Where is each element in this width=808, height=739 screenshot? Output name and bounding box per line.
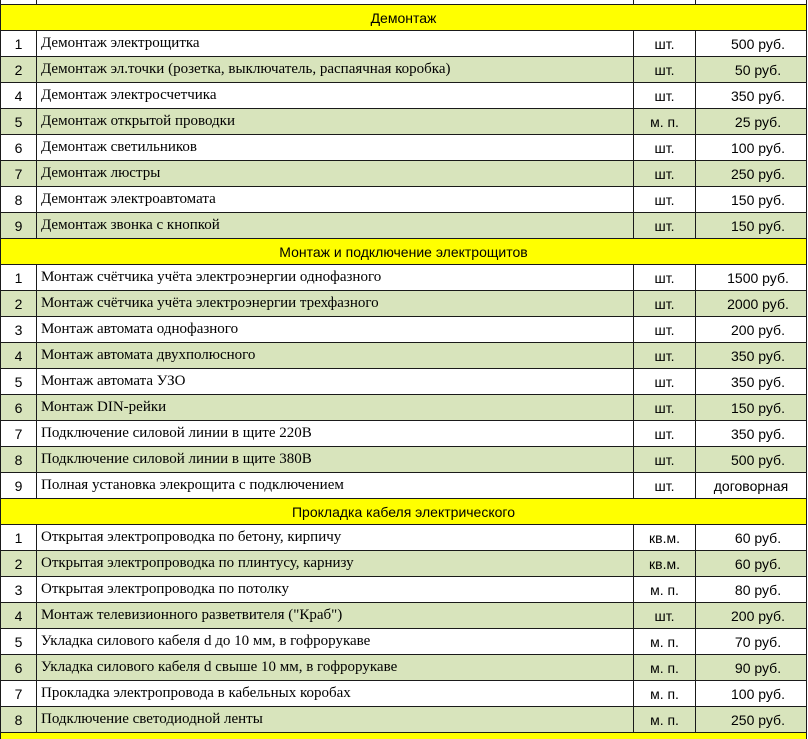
service-description-cell[interactable]: Подключение силовой линии в щите 380В — [37, 447, 634, 473]
row-number-cell[interactable]: 7 — [1, 421, 37, 447]
table-row — [1, 187, 807, 213]
unit-cell[interactable]: шт. — [634, 57, 696, 83]
row-number-cell[interactable]: 1 — [1, 31, 37, 57]
table-row — [1, 707, 807, 733]
price-cell[interactable]: 500 руб. — [696, 447, 807, 473]
row-number-cell[interactable]: 9 — [1, 213, 37, 239]
row-number-cell[interactable]: 6 — [1, 395, 37, 421]
price-cell[interactable]: 150 руб. — [696, 213, 807, 239]
unit-cell[interactable]: шт. — [634, 317, 696, 343]
row-number-cell[interactable]: 4 — [1, 603, 37, 629]
row-number-cell[interactable]: 9 — [1, 473, 37, 499]
row-number-cell[interactable]: 6 — [1, 135, 37, 161]
price-cell[interactable]: 350 руб. — [696, 83, 807, 109]
service-description-cell[interactable]: Демонтаж эл.точки (розетка, выключатель, распаячная коробка) — [37, 57, 634, 83]
next-section-row-partial — [1, 733, 807, 739]
table-row — [1, 525, 807, 551]
unit-cell[interactable]: шт. — [634, 161, 696, 187]
table-row — [1, 343, 807, 369]
table-row — [1, 551, 807, 577]
row-number-cell[interactable]: 5 — [1, 109, 37, 135]
service-description-cell[interactable]: Монтаж DIN-рейки — [37, 395, 634, 421]
row-number-cell[interactable]: 5 — [1, 369, 37, 395]
price-cell[interactable]: 150 руб. — [696, 395, 807, 421]
service-description-cell[interactable]: Демонтаж электрощитка — [37, 31, 634, 57]
service-description-cell[interactable]: Демонтаж люстры — [37, 161, 634, 187]
section-header-row — [1, 5, 807, 31]
section-title[interactable]: Демонтаж — [1, 5, 807, 31]
service-description-cell[interactable]: Укладка силового кабеля d свыше 10 мм, в гофрорукаве — [37, 655, 634, 681]
price-cell[interactable]: договорная — [696, 473, 807, 499]
price-cell[interactable]: 500 руб. — [696, 31, 807, 57]
row-number-cell[interactable]: 1 — [1, 265, 37, 291]
unit-cell[interactable]: шт. — [634, 395, 696, 421]
table-row — [1, 317, 807, 343]
row-number-cell[interactable]: 7 — [1, 681, 37, 707]
row-number-cell[interactable]: 7 — [1, 161, 37, 187]
unit-cell[interactable]: кв.м. — [634, 551, 696, 577]
price-cell[interactable]: 250 руб. — [696, 161, 807, 187]
unit-cell[interactable]: шт. — [634, 135, 696, 161]
service-description-cell[interactable]: Монтаж счётчика учёта электроэнергии однофазного — [37, 265, 634, 291]
unit-cell[interactable]: шт. — [634, 187, 696, 213]
unit-cell[interactable]: м. п. — [634, 629, 696, 655]
service-description-cell[interactable]: Укладка силового кабеля d до 10 мм, в гофрорукаве — [37, 629, 634, 655]
unit-cell[interactable]: шт. — [634, 473, 696, 499]
service-description-cell[interactable]: Монтаж автомата однофазного — [37, 317, 634, 343]
service-description-cell[interactable]: Демонтаж звонка с кнопкой — [37, 213, 634, 239]
unit-cell[interactable]: м. п. — [634, 577, 696, 603]
price-cell[interactable]: 350 руб. — [696, 343, 807, 369]
row-number-cell[interactable]: 2 — [1, 551, 37, 577]
price-cell[interactable]: 200 руб. — [696, 603, 807, 629]
table-row — [1, 395, 807, 421]
price-cell[interactable]: 250 руб. — [696, 707, 807, 733]
service-description-cell[interactable]: Подключение силовой линии в щите 220В — [37, 421, 634, 447]
row-number-cell[interactable]: 5 — [1, 629, 37, 655]
price-table-body — [1, 0, 807, 739]
row-number-cell[interactable]: 6 — [1, 655, 37, 681]
price-cell[interactable]: 350 руб. — [696, 421, 807, 447]
table-row — [1, 447, 807, 473]
service-description-cell[interactable]: Монтаж телевизионного разветвителя ("Краб") — [37, 603, 634, 629]
price-cell[interactable]: 60 руб. — [696, 551, 807, 577]
table-row — [1, 109, 807, 135]
unit-cell[interactable]: шт. — [634, 291, 696, 317]
table-row — [1, 369, 807, 395]
unit-cell[interactable]: шт. — [634, 603, 696, 629]
unit-cell[interactable]: шт. — [634, 447, 696, 473]
price-cell[interactable]: 2000 руб. — [696, 291, 807, 317]
price-cell[interactable]: 25 руб. — [696, 109, 807, 135]
service-description-cell[interactable]: Демонтаж электроавтомата — [37, 187, 634, 213]
service-description-cell[interactable]: Открытая электропроводка по бетону, кирпичу — [37, 525, 634, 551]
table-row — [1, 577, 807, 603]
unit-cell[interactable]: шт. — [634, 343, 696, 369]
table-row — [1, 57, 807, 83]
unit-cell[interactable]: м. п. — [634, 681, 696, 707]
price-cell[interactable]: 90 руб. — [696, 655, 807, 681]
table-row — [1, 655, 807, 681]
table-row — [1, 161, 807, 187]
price-cell[interactable]: 50 руб. — [696, 57, 807, 83]
service-description-cell[interactable]: Демонтаж электросчетчика — [37, 83, 634, 109]
unit-cell[interactable]: кв.м. — [634, 525, 696, 551]
section-header-row — [1, 499, 807, 525]
unit-cell[interactable]: шт. — [634, 83, 696, 109]
table-row — [1, 681, 807, 707]
service-description-cell[interactable]: Демонтаж открытой проводки — [37, 109, 634, 135]
service-description-cell[interactable]: Монтаж счётчика учёта электроэнергии трехфазного — [37, 291, 634, 317]
service-description-cell[interactable]: Открытая электропроводка по плинтусу, карнизу — [37, 551, 634, 577]
table-row — [1, 629, 807, 655]
section-title[interactable]: Прокладка кабеля электрического — [1, 499, 807, 525]
price-cell[interactable]: 200 руб. — [696, 317, 807, 343]
row-number-cell[interactable]: 8 — [1, 447, 37, 473]
price-cell[interactable]: 350 руб. — [696, 369, 807, 395]
table-row — [1, 421, 807, 447]
row-number-cell[interactable]: 2 — [1, 57, 37, 83]
table-row — [1, 473, 807, 499]
table-row — [1, 31, 807, 57]
row-number-cell[interactable]: 4 — [1, 83, 37, 109]
service-description-cell[interactable]: Подключение светодиодной ленты — [37, 707, 634, 733]
service-description-cell[interactable]: Полная установка элекрощита с подключением — [37, 473, 634, 499]
price-cell[interactable]: 100 руб. — [696, 135, 807, 161]
price-cell[interactable]: 100 руб. — [696, 681, 807, 707]
unit-cell[interactable]: шт. — [634, 31, 696, 57]
unit-cell[interactable]: шт. — [634, 265, 696, 291]
table-row — [1, 135, 807, 161]
price-cell[interactable]: 150 руб. — [696, 187, 807, 213]
section-title[interactable]: Монтаж и подключение электрощитов — [1, 239, 807, 265]
table-row — [1, 83, 807, 109]
unit-cell[interactable]: м. п. — [634, 109, 696, 135]
row-number-cell[interactable]: 2 — [1, 291, 37, 317]
row-number-cell[interactable]: 8 — [1, 707, 37, 733]
row-number-cell[interactable]: 3 — [1, 577, 37, 603]
unit-cell[interactable]: шт. — [634, 421, 696, 447]
table-row — [1, 603, 807, 629]
row-number-cell[interactable]: 8 — [1, 187, 37, 213]
price-cell[interactable]: 70 руб. — [696, 629, 807, 655]
table-row — [1, 265, 807, 291]
price-cell[interactable]: 60 руб. — [696, 525, 807, 551]
service-description-cell[interactable]: Демонтаж светильников — [37, 135, 634, 161]
unit-cell[interactable]: шт. — [634, 369, 696, 395]
service-description-cell[interactable]: Монтаж автомата двухполюсного — [37, 343, 634, 369]
service-description-cell[interactable]: Прокладка электропровода в кабельных коробах — [37, 681, 634, 707]
row-number-cell[interactable]: 1 — [1, 525, 37, 551]
price-cell[interactable]: 1500 руб. — [696, 265, 807, 291]
row-number-cell[interactable]: 4 — [1, 343, 37, 369]
unit-cell[interactable]: м. п. — [634, 707, 696, 733]
table-row — [1, 213, 807, 239]
price-cell[interactable]: 80 руб. — [696, 577, 807, 603]
row-number-cell[interactable]: 3 — [1, 317, 37, 343]
unit-cell[interactable]: м. п. — [634, 655, 696, 681]
section-header-row — [1, 239, 807, 265]
service-description-cell[interactable]: Монтаж автомата УЗО — [37, 369, 634, 395]
service-description-cell[interactable]: Открытая электропроводка по потолку — [37, 577, 634, 603]
table-row — [1, 291, 807, 317]
unit-cell[interactable]: шт. — [634, 213, 696, 239]
